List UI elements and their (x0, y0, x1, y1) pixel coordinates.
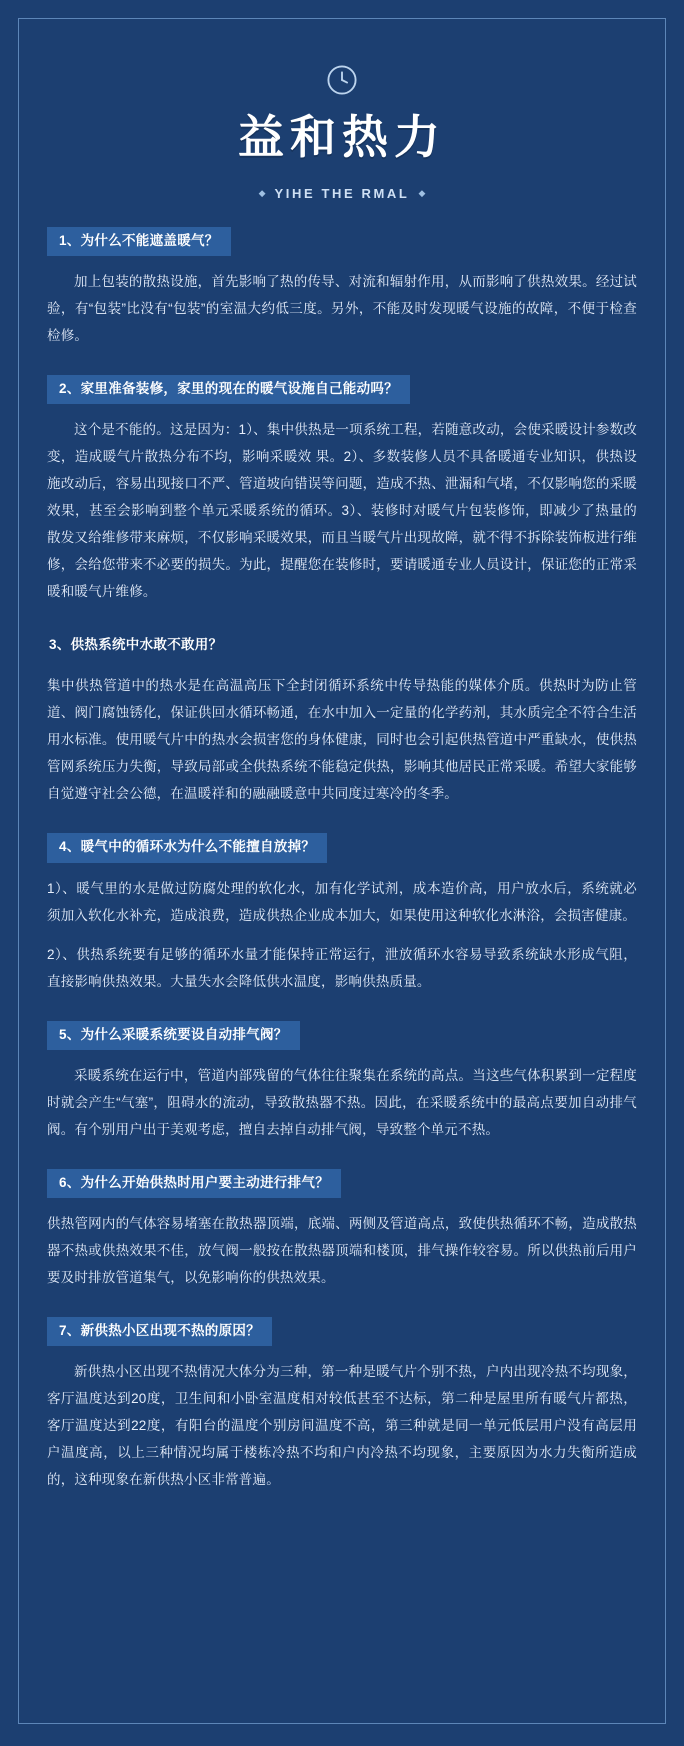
faq-title-3: 3、供热系统中水敢不敢用？ (49, 637, 223, 653)
article-header (47, 45, 637, 201)
faq-title-1: 1、为什么不能遮盖暖气？ (47, 227, 231, 256)
clock-icon (325, 63, 359, 97)
faq-paragraph-7-1: 新供热小区出现不热情况大体分为三种，第一种是暖气片个别不热，户内出现冷热不均现象，客厅温度达到20度，卫生间和小卧室温度相对较低甚至不达标，第二种是屋里所有暖气片都热，客厅温度达到22度，有阳台的温度个别房间温度不高，第三种就是同一单元低层用户没有高层用户温度高，以上三种情况均属于楼栋冷热不均和户内冷热不均现象，主要原因为水力失衡所造成的，这种现象在新供热小区非常普遍。 (47, 1364, 637, 1488)
brand-subtitle-row (47, 186, 637, 201)
faq-section-1 (47, 227, 637, 349)
faq-paragraph-5-1: 采暖系统在运行中，管道内部残留的气体往往聚集在系统的高点。当这些气体积累到一定程度时就会产生“气塞”，阻碍水的流动，导致散热器不热。因此，在采暖系统中的最高点要加自动排气阀。有个别用户出于美观考虑，擅自去掉自动排气阀，导致整个单元不热。 (47, 1067, 637, 1137)
faq-title-5: 5、为什么采暖系统要设自动排气阀？ (47, 1021, 300, 1050)
faq-paragraph-4-2: 2）、供热系统要有足够的循环水量才能保持正常运行，泄放循环水容易导致系统缺水形成气阻，直接影响供热效果。大量失水会降低供水温度，影响供热质量。 (47, 946, 637, 989)
page-title: 益和热力 (238, 110, 446, 164)
faq-section-3 (47, 631, 637, 807)
faq-paragraph-1-1: 加上包装的散热设施，首先影响了热的传导、对流和辐射作用，从而影响了供热效果。经过试验，有“包装”比没有“包装”的室温大约低三度。另外，不能及时发现暖气设施的故障，不便于检查检修。 (47, 274, 637, 344)
faq-paragraph-2-1: 这个是不能的。这是因为：1）、集中供热是一项系统工程，若随意改动，会使采暖设计参数改变，造成暖气片散热分布不均，影响采暖效 果。2）、多数装修人员不具备暖通专业知识，供热设施改动后，容易出现接口不严、管道坡向错误等问题，造成不热、泄漏和气堵，不仅影响您的采暖效果，甚至会影响到整个单元采暖系统的循环。3）、装修时对暖气片包装修饰，即减少了热量的散发又给维修带来麻烦，不仅影响采暖效果，而且当暖气片出现故障，就不得不拆除装饰板进行维修，会给您带来不必要的损失。为此，提醒您在装修时，要请暖通专业人员设计，保证您的正常采暖和暖气片维修。 (47, 422, 637, 600)
brand-subtitle: YIHE THE RMAL (274, 185, 410, 201)
faq-paragraph-6-1: 供热管网内的气体容易堵塞在散热器顶端，底端、两侧及管道高点，致使供热循环不畅，造成散热器不热或供热效果不佳，放气阀一般按在散热器顶端和楼顶，排气操作较容易。所以供热前后用户要及时排放管道集气，以免影响你的供热效果。 (47, 1216, 637, 1286)
content-frame (18, 18, 666, 1724)
faq-section-2 (47, 375, 637, 605)
faq-title-4: 4、暖气中的循环水为什么不能擅自放掉？ (47, 833, 327, 862)
faq-section-7 (47, 1317, 637, 1493)
faq-title-6: 6、为什么开始供热时用户要主动进行排气？ (47, 1169, 341, 1198)
diamond-left-icon: ◆ (258, 187, 266, 198)
faq-section-5 (47, 1021, 637, 1143)
faq-paragraph-4-1: 1）、暖气里的水是做过防腐处理的软化水，加有化学试剂，成本造价高，用户放水后，系统就必须加入软化水补充，造成浪费，造成供热企业成本加大，如果使用这种软化水淋浴，会损害健康。 (47, 880, 637, 923)
faq-title-2: 2、家里准备装修，家里的现在的暖气设施自己能动吗？ (47, 375, 410, 404)
faq-section-4 (47, 833, 637, 994)
faq-section-6 (47, 1169, 637, 1291)
faq-title-7: 7、新供热小区出现不热的原因？ (47, 1317, 272, 1346)
faq-paragraph-3-1: 集中供热管道中的热水是在高温高压下全封闭循环系统中传导热能的媒体介质。供热时为防止管道、阀门腐蚀锈化，保证供回水循环畅通，在水中加入一定量的化学药剂，其水质完全不符合生活用水标准。使用暖气片中的热水会损害您的身体健康，同时也会引起供热管道中严重缺水，使供热管网系统压力失衡，导致局部或全供热系统不能稳定供热，影响其他居民正常采暖。希望大家能够自觉遵守社会公德，在温暖祥和的融融暖意中共同度过寒冷的冬季。 (47, 678, 637, 802)
diamond-right-icon: ◆ (418, 187, 426, 198)
